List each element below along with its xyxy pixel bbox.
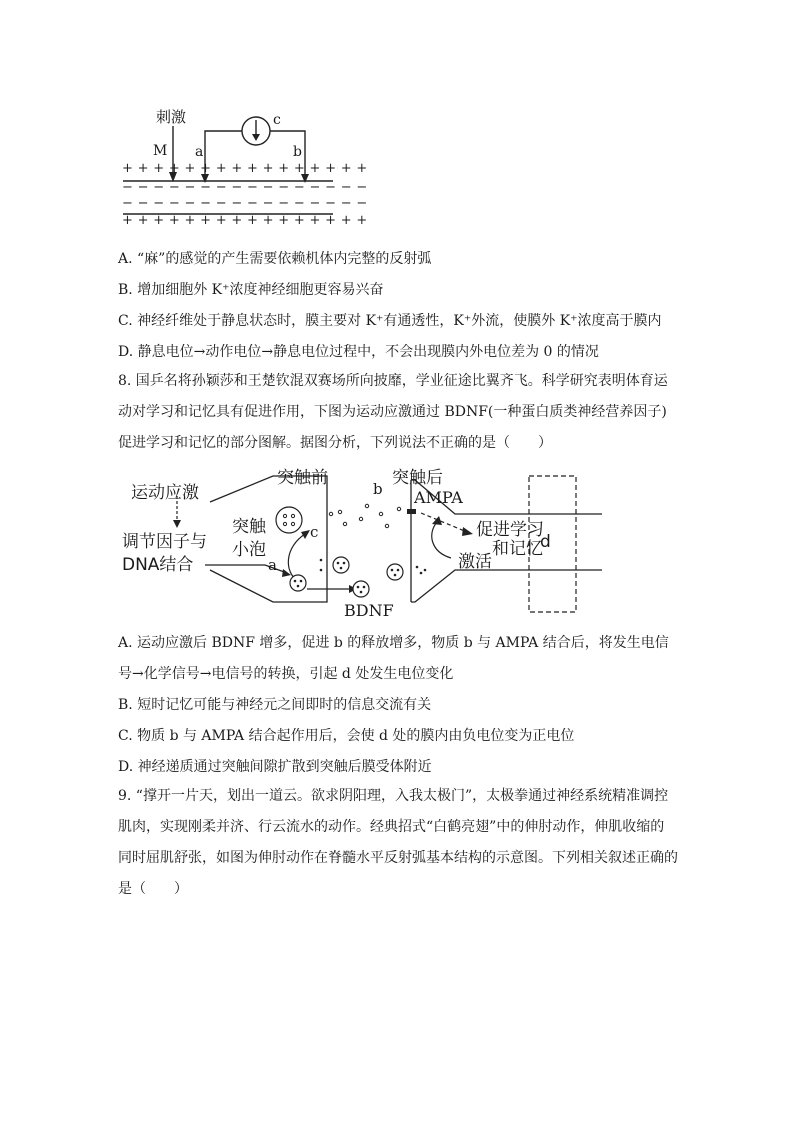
q8-option-c: C. 物质 b 与 AMPA 结合起作用后，会使 d 处的膜内由负电位变为正电位	[118, 728, 575, 744]
activate-label: 激活	[458, 552, 492, 572]
charge-row-outer-top: + + + + + + + + + + + + + + + +	[122, 161, 368, 176]
postsynaptic-label: 突触后	[392, 468, 443, 488]
q7-option-b: B. 增加细胞外 K⁺浓度神经细胞更容易兴奋	[118, 282, 384, 298]
label-d: d	[540, 532, 551, 552]
label-c: c	[310, 523, 319, 541]
meter-c-label: c	[273, 112, 281, 128]
bdnf-label: BDNF	[344, 601, 394, 620]
q7-option-d: D. 静息电位→动作电位→静息电位过程中，不会出现膜内外电位差为 0 的情况	[118, 344, 599, 360]
q8-option-a: A. 运动应激后 BDNF 增多，促进 b 的释放增多，物质 b 与 AMPA 结合后，将发生电信号→化学信号→电信号的转换，引起 d 处发生电位变化	[118, 635, 669, 682]
dna-binding-label: DNA结合	[122, 555, 194, 575]
q8-stem: 8. 国乒名将孙颖莎和王楚钦混双赛场所向披靡，学业征途比翼齐飞。科学研究表明体育运动对学习和记忆具有促进作用，下图为运动应激通过 BDNF(一种蛋白质类神经营养因子)促进学习和记忆的部分图解。据图分析，下列说法不正确的是（ ）	[118, 373, 668, 451]
point-m-label: M	[153, 143, 168, 159]
point-a-label: a	[195, 144, 204, 160]
regulatory-factor-label: 调节因子与	[122, 532, 207, 552]
vesicle-label-line2: 小泡	[232, 540, 266, 560]
promote-label-line1: 促进学习	[476, 520, 544, 540]
charge-row-outer-bottom: + + + + + + + + + + + + + + + +	[122, 213, 368, 228]
q9-stem: 9. “撑开一片天，划出一道云。欲求阴阳理，入我太极门”，太极拳通过神经系统精准调控肌肉，实现刚柔并济、行云流水的动作。经典招式“白鹤亮翅”中的伸肘动作，伸肌收缩的同时屈肌舒张，如图为伸肘动作在脊髓水平反射弧基本结构的示意图。下列相关叙述正确的是（ ）	[118, 788, 678, 897]
label-a: a	[268, 556, 277, 574]
stimulus-label: 刺激	[156, 108, 187, 126]
q7-option-a: A. “麻”的感觉的产生需要依赖机体内完整的反射弧	[118, 251, 432, 267]
q8-option-d: D. 神经递质通过突触间隙扩散到突触后膜受体附近	[118, 759, 432, 775]
q7-option-c: C. 神经纤维处于静息状态时，膜主要对 K⁺有通透性，K⁺外流，使膜外 K⁺浓度高于膜内	[118, 313, 662, 329]
exercise-stress-label: 运动应激	[131, 483, 199, 503]
charge-row-inner-bottom: − − − − − − − − − − − − − − − −	[122, 196, 368, 211]
q8-option-b: B. 短时记忆可能与神经元之间即时的信息交流有关	[118, 697, 432, 713]
point-b-label: b	[293, 144, 302, 160]
label-b: b	[373, 480, 383, 498]
presynaptic-label: 突触前	[277, 468, 328, 488]
promote-label-line2: 和记忆	[492, 539, 543, 559]
vesicle-label-line1: 突触	[232, 517, 266, 537]
ampa-label: AMPA	[414, 488, 463, 507]
charge-row-inner-top: − − − − − − − − − − − − − − − −	[122, 180, 368, 195]
